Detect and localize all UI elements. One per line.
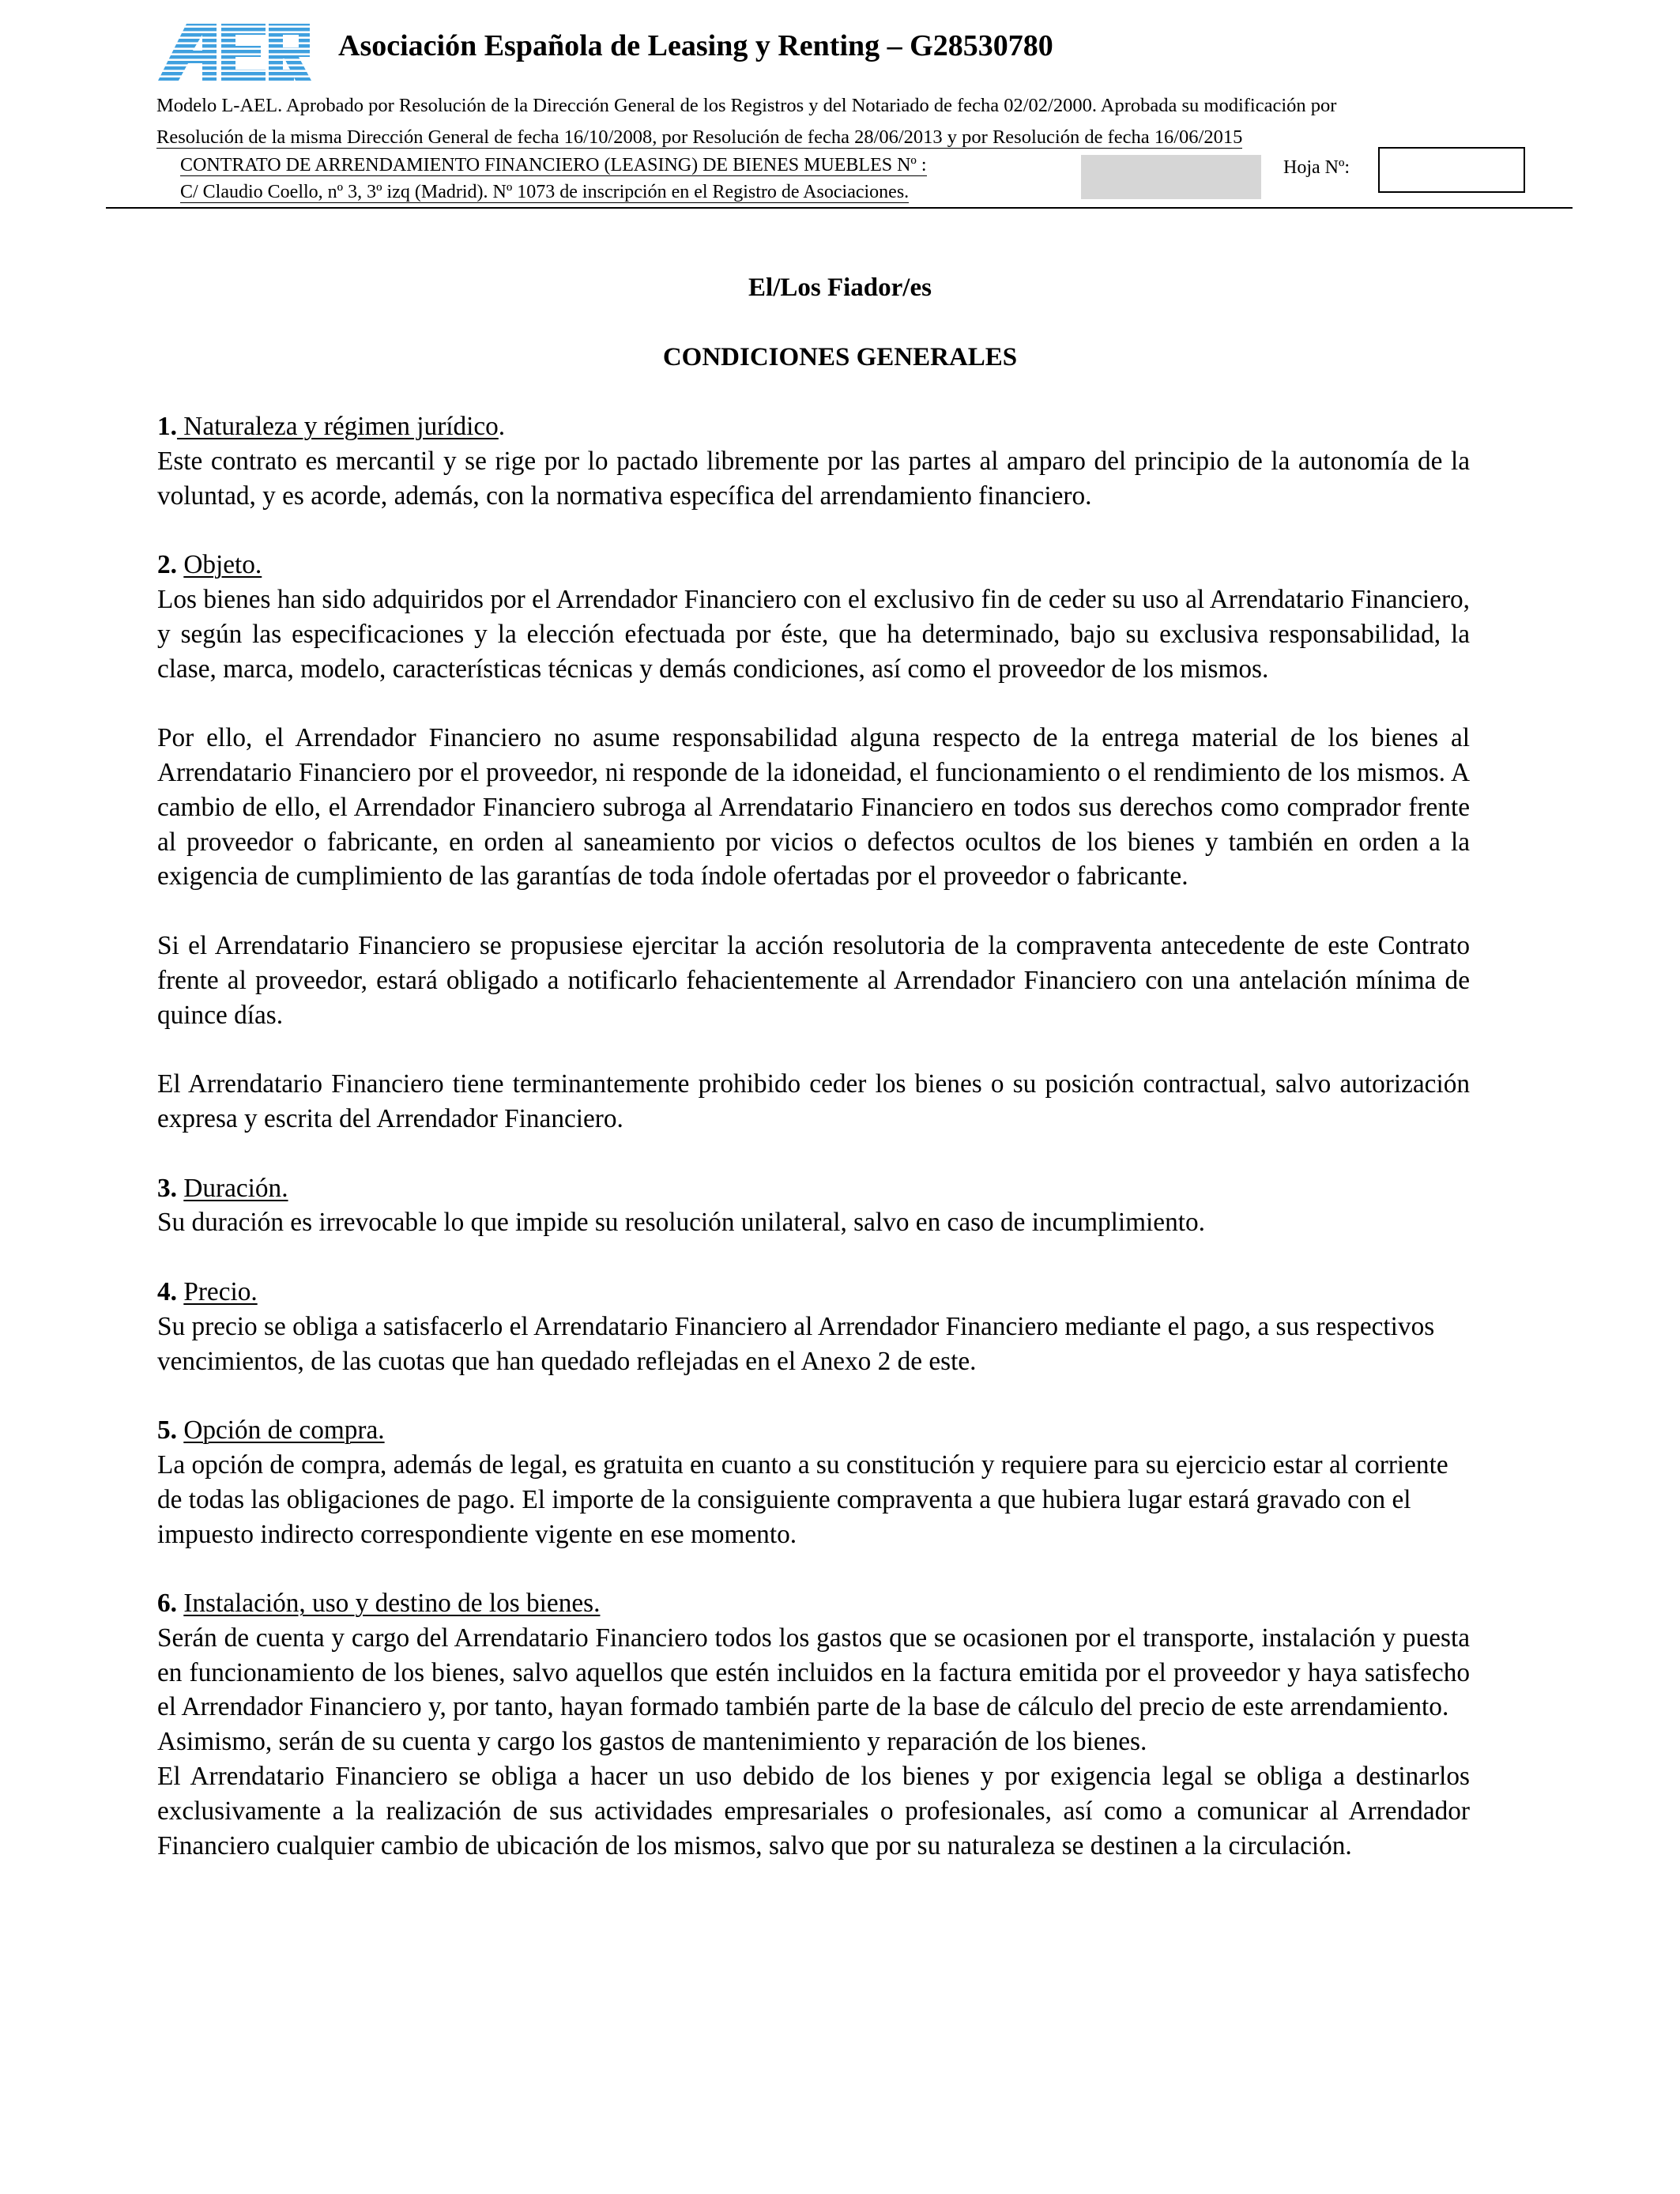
section-6-paragraph-2: Asimismo, serán de su cuenta y cargo los gastos de mantenimiento y reparación de los bienes. <box>157 1727 1147 1757</box>
section-4-paragraph: Su precio se obliga a satisfacerlo el Arrendatario Financiero al Arrendador Financiero mediante el pago, a sus respectivos vencimientos, de las cuotas que han quedado reflejadas en el Anexo 2 de este. <box>157 1311 1435 1376</box>
guarantor-heading: El/Los Fiador/es <box>748 273 932 302</box>
section-3-paragraph: Su duración es irrevocable lo que impide su resolución unilateral, salvo en caso de incumplimiento. <box>157 1208 1205 1238</box>
contract-number-redacted <box>1081 155 1261 199</box>
section-4-title: 4. Precio. <box>157 1276 258 1306</box>
contract-number-label: CONTRATO DE ARRENDAMIENTO FINANCIERO (LEASING) DE BIENES MUEBLES Nº : <box>180 155 927 175</box>
section-6-title: 6. Instalación, uso y destino de los bienes. <box>157 1589 601 1619</box>
section-3-title: 3. Duración. <box>157 1173 288 1203</box>
conditions-body <box>157 409 1470 1863</box>
section-2-paragraph-2: Por ello, el Arrendador Financiero no asume responsabilidad alguna respecto de la entrega material de los bienes al Arrendatario Financiero por el proveedor, ni responde de la idoneidad, el funcionamiento o el rendimiento de los mismos. A cambio de ello, el Arrendador Financiero subroga al Arrendatario Financiero en todos sus derechos como comprador frente al proveedor o fabricante, en orden al saneamiento por vicios o defectos ocultos de los bienes y también en orden a la exigencia de cumplimiento de las garantías de toda índole ofertadas por el proveedor o fabricante. <box>157 723 1470 892</box>
section-5-title: 5. Opción de compra. <box>157 1416 385 1446</box>
sheet-number-label: Hoja Nº: <box>1283 157 1350 178</box>
section-5-paragraph: La opción de compra, además de legal, es gratuita en cuanto a su constitución y requiere para su ejercicio estar al corriente de todas las obligaciones de pago. El importe de la consiguiente compraventa a que hubiera lugar estará gravado con el impuesto indirecto correspondiente vigente en ese momento. <box>157 1449 1448 1549</box>
section-6-paragraph-1: Serán de cuenta y cargo del Arrendatario Financiero todos los gastos que se ocasionen por el transporte, instalación y puesta en funcionamiento de los bienes, salvo aquellos que estén incluidos en la factura emitida por el proveedor y haya satisfecho el Arrendador Financiero y, por tanto, hayan formado también parte de la base de cálculo del precio de este arrendamiento. <box>157 1623 1470 1722</box>
section-2-title: 2. Objeto. <box>157 550 262 580</box>
general-conditions-heading: CONDICIONES GENERALES <box>662 343 1018 371</box>
model-approval-line-2: Resolución de la misma Dirección General de fecha 16/10/2008, por Resolución de fecha 28/06/2013 y por Resolución de fecha 16/06/2015 <box>156 126 1243 148</box>
section-6-paragraph-3: El Arrendatario Financiero se obliga a hacer un uso debido de los bienes y por exigencia legal se obliga a destinarlos exclusivamente a la realización de sus actividades empresariales o profesionales, así como a comunicar al Arrendador Financiero cualquier cambio de ubicación de los mismos, salvo que por su naturaleza se destinen a la circulación. <box>157 1762 1470 1860</box>
organization-title: Asociación Española de Leasing y Renting – G28530780 <box>338 29 1053 62</box>
header-divider <box>106 207 1573 209</box>
sheet-number-field[interactable] <box>1378 147 1525 193</box>
ael-logo <box>155 22 313 82</box>
association-address: C/ Claudio Coello, nº 3, 3º izq (Madrid). Nº 1073 de inscripción en el Registro de Asociaciones. <box>180 182 910 202</box>
section-1-title: 1. Naturaleza y régimen jurídico. <box>157 412 506 441</box>
section-1-paragraph: Este contrato es mercantil y se rige por lo pactado libremente por las partes al amparo del principio de la autonomía de la voluntad, y es acorde, además, con la normativa específica del arrendamiento financiero. <box>157 446 1470 511</box>
section-2-paragraph-3: Si el Arrendatario Financiero se propusiese ejercitar la acción resolutoria de la compraventa antecedente de este Contrato frente al proveedor, estará obligado a notificarlo fehacientemente al Arrendador Financiero con una antelación mínima de quince días. <box>157 930 1470 1030</box>
section-2-paragraph-1: Los bienes han sido adquiridos por el Arrendador Financiero con el exclusivo fin de ceder su uso al Arrendatario Financiero, y según las especificaciones y la elección efectuada por éste, que ha determinado, bajo su exclusiva responsabilidad, la clase, marca, modelo, características técnicas y demás condiciones, así como el proveedor de los mismos. <box>157 584 1470 684</box>
section-2-paragraph-4: El Arrendatario Financiero tiene terminantemente prohibido ceder los bienes o su posición contractual, salvo autorización expresa y escrita del Arrendador Financiero. <box>157 1069 1470 1133</box>
model-approval-line-1: Modelo L-AEL. Aprobado por Resolución de la Dirección General de los Registros y del Notariado de fecha 02/02/2000. Aprobada su modificación por <box>156 95 1337 116</box>
